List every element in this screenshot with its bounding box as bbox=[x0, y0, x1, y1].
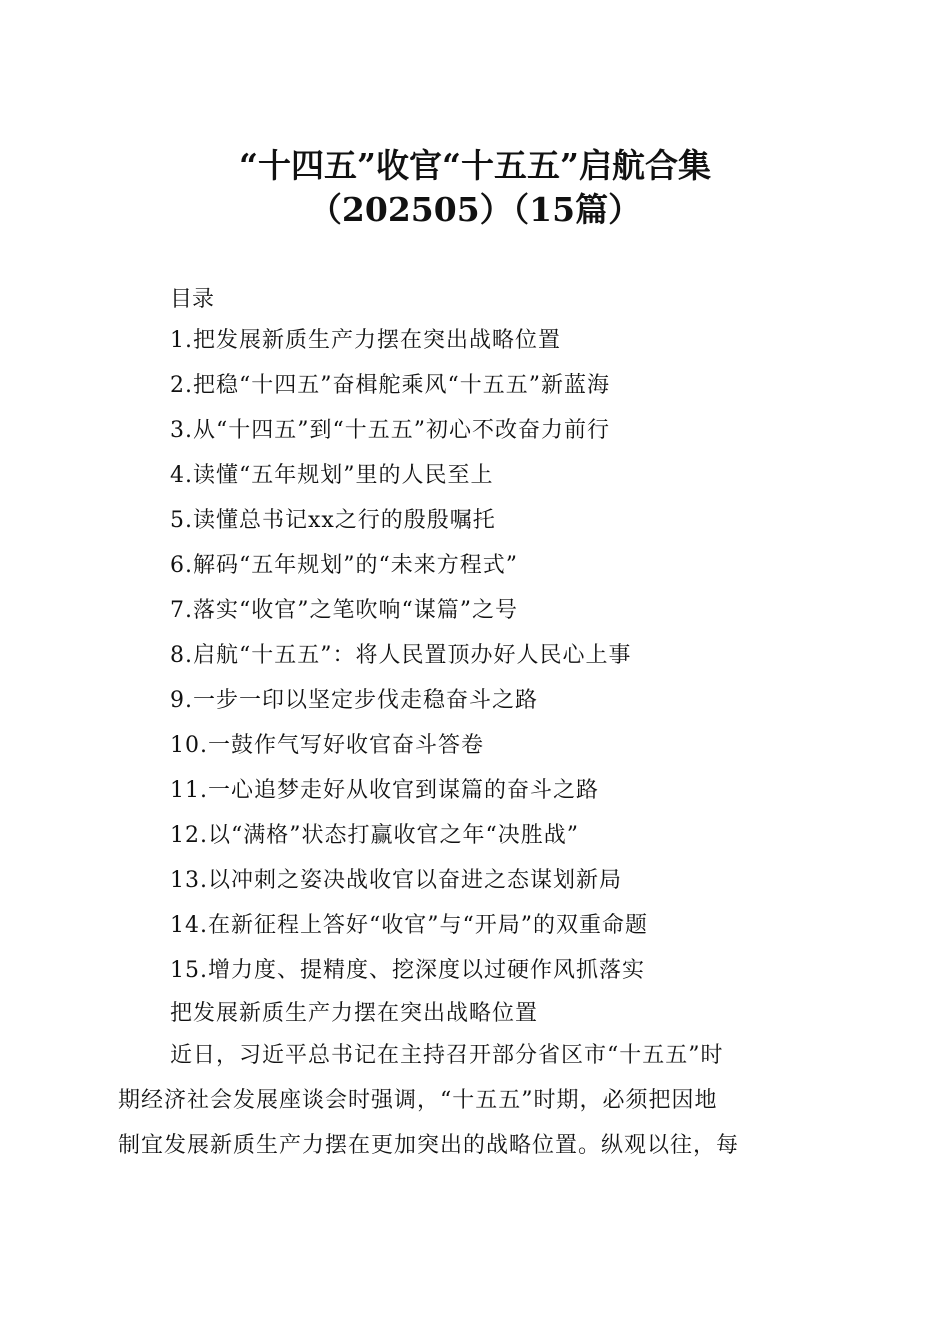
toc-item-10: 10.一鼓作气写好收官奋斗答卷 bbox=[170, 733, 484, 758]
toc-heading: 目录 bbox=[170, 287, 215, 312]
toc-item-11: 11.一心追梦走好从收官到谋篇的奋斗之路 bbox=[170, 778, 599, 803]
document-subtitle: （202505）（15篇） bbox=[308, 190, 642, 229]
article-body bbox=[118, 1041, 828, 1176]
toc-item-15: 15.增力度、提精度、挖深度以过硬作风抓落实 bbox=[170, 958, 645, 983]
toc-item-2: 2.把稳“十四五”奋楫舵乘风“十五五”新蓝海 bbox=[170, 373, 610, 398]
body-line-1: 近日，习近平总书记在主持召开部分省区市“十五五”时 bbox=[170, 1043, 724, 1068]
toc-item-14: 14.在新征程上答好“收官”与“开局”的双重命题 bbox=[170, 913, 648, 938]
toc-item-3: 3.从“十四五”到“十五五”初心不改奋力前行 bbox=[170, 418, 610, 443]
toc-item-4: 4.读懂“五年规划”里的人民至上 bbox=[170, 463, 494, 488]
section-title: 把发展新质生产力摆在突出战略位置 bbox=[170, 1001, 539, 1026]
body-line-3: 制宜发展新质生产力摆在更加突出的战略位置。纵观以往，每 bbox=[118, 1133, 740, 1158]
body-line-2: 期经济社会发展座谈会时强调，“十五五”时期，必须把因地 bbox=[118, 1088, 718, 1113]
table-of-contents bbox=[170, 326, 648, 1001]
toc-item-13: 13.以冲刺之姿决战收官以奋进之态谋划新局 bbox=[170, 868, 622, 893]
toc-item-8: 8.启航“十五五”：将人民置顶办好人民心上事 bbox=[170, 643, 632, 668]
toc-item-5: 5.读懂总书记xx之行的殷殷嘱托 bbox=[170, 508, 496, 533]
document-title: “十四五”收官“十五五”启航合集 bbox=[239, 146, 711, 185]
toc-item-7: 7.落实“收官”之笔吹响“谋篇”之号 bbox=[170, 598, 518, 623]
toc-item-6: 6.解码“五年规划”的“未来方程式” bbox=[170, 553, 518, 578]
toc-item-12: 12.以“满格”状态打赢收官之年“决胜战” bbox=[170, 823, 579, 848]
toc-item-1: 1.把发展新质生产力摆在突出战略位置 bbox=[170, 328, 561, 353]
toc-item-9: 9.一步一印以坚定步伐走稳奋斗之路 bbox=[170, 688, 538, 713]
